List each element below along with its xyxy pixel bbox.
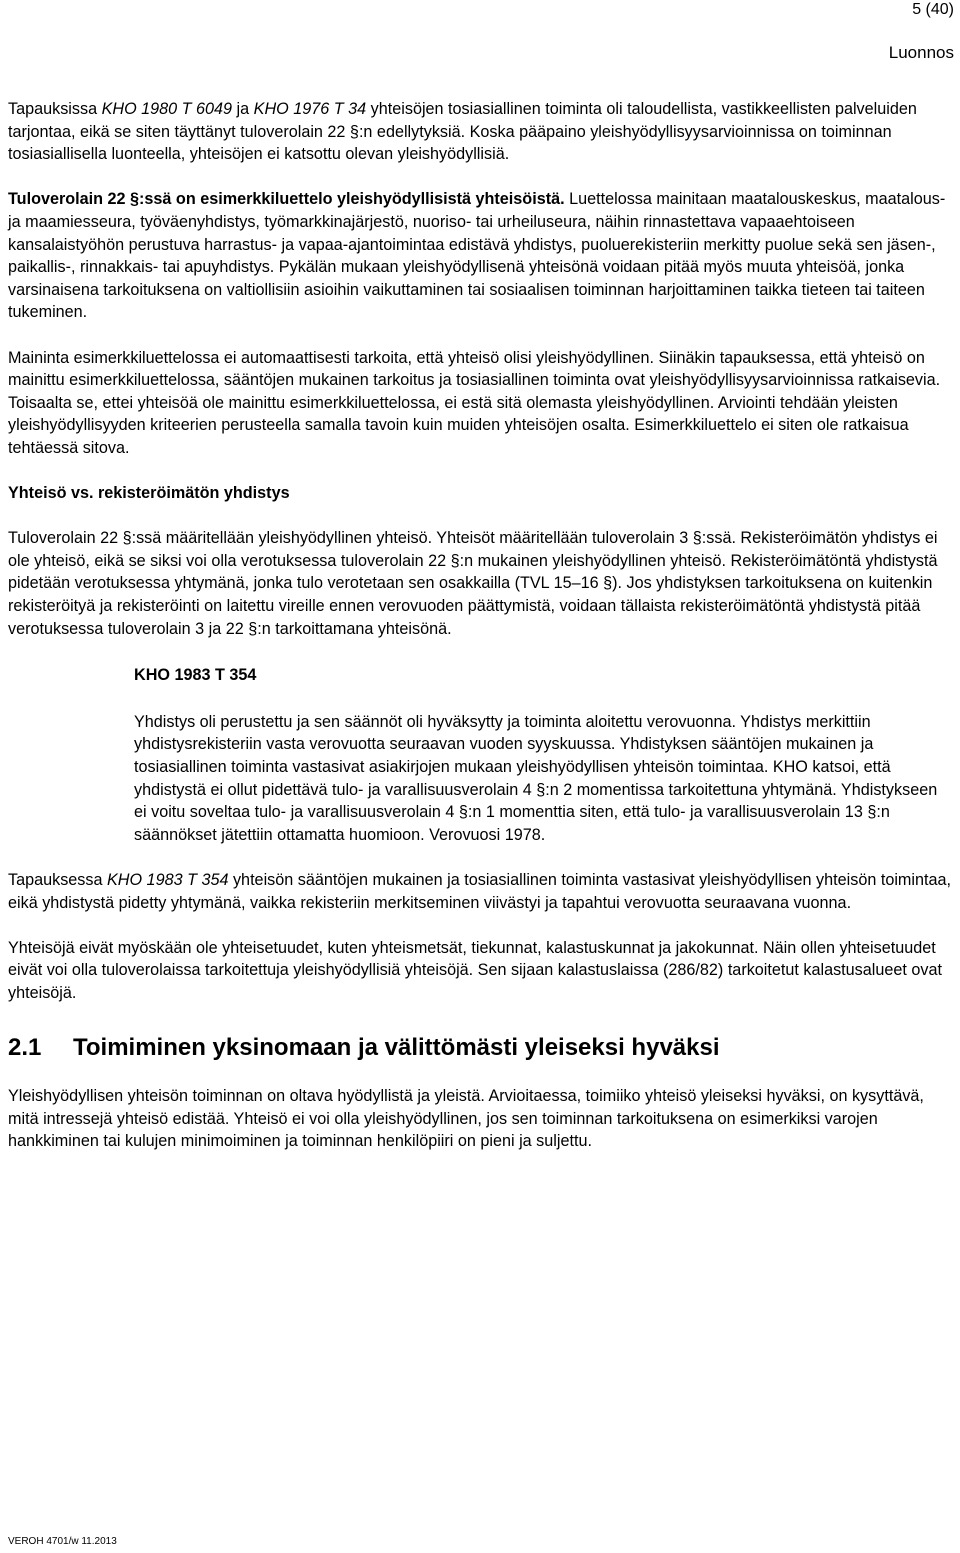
paragraph-example-list [8, 188, 953, 324]
text-span: ja [232, 100, 254, 118]
paragraph-case-analysis [8, 869, 953, 914]
case-summary: Yhdistys oli perustettu ja sen säännöt oli hyväksytty ja toiminta aloitettu verovuonna. Yhdistys merkittiin yhdistysrekisteriin vasta verovuotta seuraavan vuoden syyskuussa. Yhdistyksen sääntöjen mukainen ja tosiasiallinen toiminta vastasivat asiakirjojen mukaan yleishyödyllisen yhteisön toimintaa. KHO katsoi, että yhdistystä ei ollut pidettävä tulo- ja varallisuusverolain 4 §:n 2 momentissa tarkoitettuna yhtymänä. Yhdistykseen ei voitu soveltaa tulo- ja varallisuusverolain 4 §:n 1 momenttia siten, että tulo- ja varallisuusverolain 13 §:n säännökset jätettiin ottamatta huomioon. Verovuosi 1978. [134, 712, 938, 844]
section-heading [8, 1033, 953, 1063]
text-span: Tapauksissa [8, 100, 102, 118]
case-reference: KHO 1976 T 34 [253, 100, 367, 118]
case-title: KHO 1983 T 354 [134, 666, 257, 685]
text-span: Luettelossa mainitaan maatalouskeskus, maatalous- ja maamiesseura, työväenyhdistys, työmarkkinajärjestö, nuoriso- tai urheiluseura, näihin rinnastettava vapaaehtoiseen kansalaistyöhön perustuva harrastus- ja vapaa-ajantoimintaa edistävä yhdistys, puoluerekisteriin merkitty puolue sekä sen jäsen-, paikallis-, rinnakkais- tai apuyhdistys. Pykälän mukaan yleishyödyllisenä yhteisönä voidaan pitää myös muuta yhteisöä, jonka varsinaisena tarkoituksena on valtiollisiin asioihin vaikuttaminen tai sosiaalisen toiminnan harjoittaminen taikka tieteen tai taiteen tukeminen. [8, 190, 946, 322]
case-reference: KHO 1983 T 354 [106, 871, 229, 889]
text-span: Tapauksessa [8, 871, 107, 889]
paragraph-joint-property: Yhteisöjä eivät myöskään ole yhteisetuudet, kuten yhteismetsät, tiekunnat, kalastuskunnat ja jakokunnat. Näin ollen yhteisetuudet eivät voi olla tuloverolaissa tarkoitettuja yleishyödyllisiä yhteisöjä. Sen sijaan kalastuslaissa (286/82) tarkoitetut kalastusalueet ovat yhteisöjä. [8, 938, 942, 1002]
section-title: Toimiminen yksinomaan ja välittömästi yleiseksi hyväksi [73, 1033, 720, 1061]
text-span: yhteisöjen tosiasiallinen toiminta oli taloudellista, vastikkeellisten palveluiden tarjontaa, eikä se siten täyttänyt tuloverolain 22 §:n edellytyksiä. Koska pääpaino yleishyödyllisyysarvioinnissa on toiminnan tosiasiallisella luonteella, yhteisöjen ei katsottu olevan yleishyödyllisiä. [8, 100, 917, 164]
document-footer: VEROH 4701/w 11.2013 [8, 1536, 117, 1547]
subheading: Yhteisö vs. rekisteröimätön yhdistys [8, 484, 290, 503]
paragraph-case-references [8, 98, 953, 166]
bold-lead-sentence: Tuloverolain 22 §:ssä on esimerkkiluettelo yleishyödyllisistä yhteisöistä. [8, 190, 565, 209]
paragraph-public-benefit: Yleishyödyllisen yhteisön toiminnan on oltava hyödyllistä ja yleistä. Arvioitaessa, toimiiko yhteisö yleiseksi hyväksi, on kysyttävä, mitä intressejä yhteisö edistää. Yhteisö ei voi olla yleishyödyllinen, jos sen toiminnan tarkoituksena on esimerkiksi varojen hankkiminen tai kulujen minimoiminen ja toiminnan henkilöpiiri on pieni ja suljettu. [8, 1087, 924, 1151]
paragraph-list-not-binding: Maininta esimerkkiluettelossa ei automaattisesti tarkoita, että yhteisö olisi yleishyödyllinen. Siinäkin tapauksessa, että yhteisö on mainittu esimerkkiluettelossa, sääntöjen mukainen tarkoitus ja tosiasiallinen toiminta ovat yleishyödyllisyysarvioinnissa ratkaisevia. Toisaalta se, ettei yhteisöä ole mainittu esimerkkiluettelossa, ei estä sitä olemasta yleishyödyllinen. Arviointi tehdään yleisten yleishyödyllisyyden kriteerien perusteella samalla tavoin kuin muiden yhteisöjen osalta. Esimerkkiluettelo ei siten ole ratkaisua tehtäessä sitova. [8, 348, 941, 457]
text-span: yhteisön sääntöjen mukainen ja tosiasiallinen toiminta vastasivat yleishyödyllisen yhteisön toimintaa, eikä yhdistystä pidetty yhtymänä, vaikka rekisteriin merkitseminen viivästyi ja tapahtui verovuotta seuraavana vuonna. [8, 871, 952, 912]
paragraph-unregistered-association: Tuloverolain 22 §:ssä määritellään yleishyödyllinen yhteisö. Yhteisöt määritellään tuloverolain 3 §:ssä. Rekisteröimätön yhdistys ei ole yhteisö, eikä se siksi voi olla verotuksessa tuloverolain 22 §:n mukainen yleishyödyllinen yhteisö. Rekisteröimätöntä yhdistystä pidetään verotuksessa yhtymänä, jonka tulo verotetaan sen osakkailla (TVL 15–16 §). Jos yhdistyksen tarkoituksena on kuitenkin rekisteröityä ja rekisteröinti on laitettu vireille ennen verovuoden päättymistä, voidaan tällaista rekisteröimätöntä yhdistystä pitää verotuksessa tuloverolain 3 ja 22 §:n tarkoittamana yhteisönä. [8, 529, 938, 638]
document-body [8, 98, 953, 1153]
page-number: 5 (40) [912, 1, 954, 18]
section-number: 2.1 [8, 1033, 42, 1061]
case-reference: KHO 1980 T 6049 [101, 100, 233, 118]
draft-label: Luonnos [888, 43, 954, 62]
